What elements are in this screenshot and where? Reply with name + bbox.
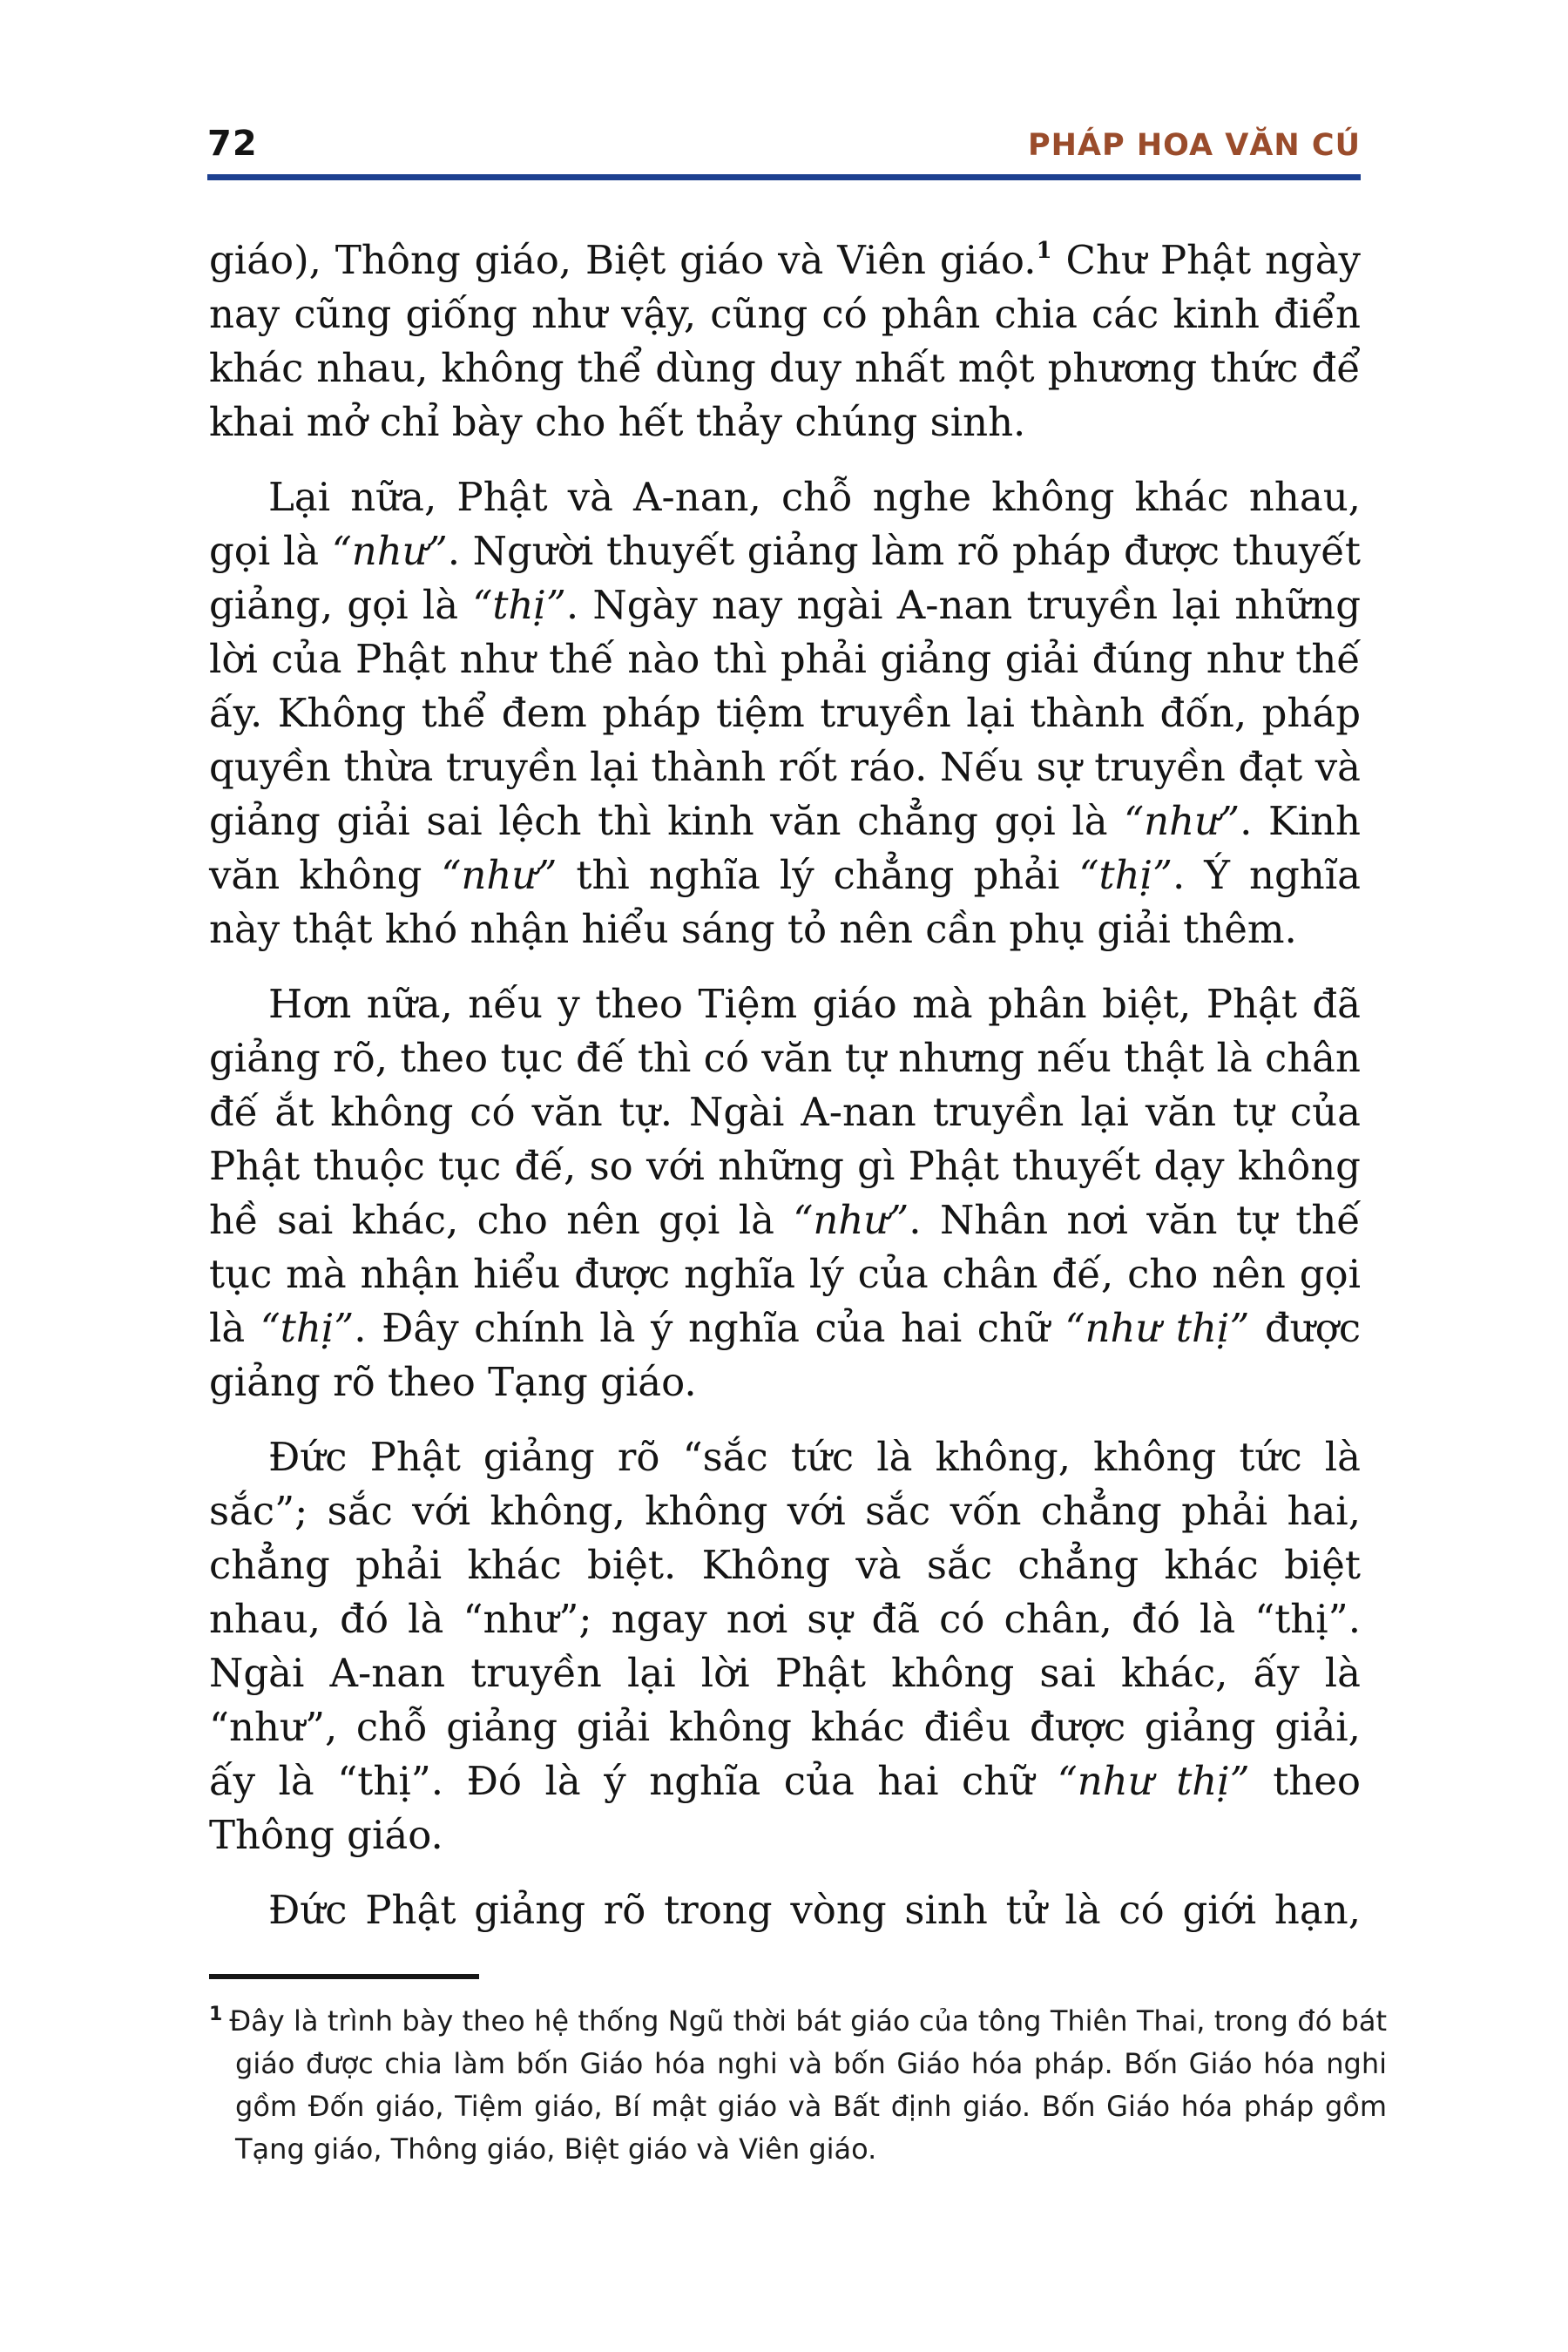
text-segment: Lại nữa, Phật và A-nan, chỗ nghe không khác nhau, gọi là	[209, 474, 1361, 574]
emphasized-term: “như”	[441, 852, 558, 898]
text-segment: . Đây chính là ý nghĩa của hai chữ	[354, 1305, 1065, 1351]
text-segment: giáo), Thông giáo, Biệt giáo và Viên giáo.	[209, 237, 1037, 283]
emphasized-term: “thị”	[1078, 852, 1173, 898]
text-segment: . Kinh văn không	[209, 798, 1361, 898]
text-segment: Đức Phật giảng rõ trong vòng sinh tử là có giới hạn,	[268, 1887, 1361, 1933]
text-segment: . Nhân nơi văn tự thế tục mà nhận hiểu được nghĩa lý của chân đế, cho nên gọi là	[209, 1197, 1361, 1351]
footnote-marker: 1	[209, 2004, 223, 2025]
paragraph	[209, 1883, 1361, 1937]
paragraph	[209, 977, 1361, 1409]
header-rule-divider	[207, 174, 1361, 180]
page-number: 72	[207, 124, 258, 164]
emphasized-term: “như thị”	[1064, 1305, 1250, 1351]
running-title: PHÁP HOA VĂN CÚ	[1027, 128, 1361, 163]
page-header	[207, 124, 1361, 164]
emphasized-term: “thị”	[260, 1305, 355, 1351]
emphasized-term: “thị”	[472, 582, 566, 628]
text-segment: . Ngày nay ngài A-nan truyền lại những lời của Phật như thế nào thì phải giảng giải đúng như thế ấy. Không thể đem pháp tiệm truyền lại thành đốn, pháp quyền thừa truyền lại thành rốt ráo. Nếu sự truyền đạt và giảng giải sai lệch thì kinh văn chẳng gọi là	[209, 582, 1361, 844]
footnote-separator	[209, 1974, 479, 1979]
text-segment: Hơn nữa, nếu y theo Tiệm giáo mà phân biệt, Phật đã giảng rõ, theo tục đế thì có văn tự nhưng nếu thật là chân đế ắt không có văn tự. Ngài A-nan truyền lại văn tự của Phật thuộc tục đế, so với những gì Phật thuyết dạy không hề sai khác, cho nên gọi là	[209, 981, 1361, 1243]
text-segment: . Người thuyết giảng làm rõ pháp được thuyết giảng, gọi là	[209, 528, 1361, 628]
text-segment: . Ý nghĩa này thật khó nhận hiểu sáng tỏ nên cần phụ giải thêm.	[209, 852, 1361, 952]
paragraph	[209, 470, 1361, 956]
emphasized-term: “như”	[1124, 798, 1240, 844]
body-paragraphs	[209, 233, 1361, 1958]
text-segment: Chư Phật ngày nay cũng giống như vậy, cũng có phân chia các kinh điển khác nhau, không thể dùng duy nhất một phương thức để khai mở chỉ bày cho hết thảy chúng sinh.	[209, 237, 1361, 445]
footnote-text: Đây là trình bày theo hệ thống Ngũ thời bát giáo của tông Thiên Thai, trong đó bát giáo được chia làm bốn Giáo hóa nghi và bốn Giáo hóa pháp. Bốn Giáo hóa nghi gồm Đốn giáo, Tiệm giáo, Bí mật giáo và Bất định giáo. Bốn Giáo hóa pháp gồm Tạng giáo, Thông giáo, Biệt giáo và Viên giáo.	[229, 2004, 1387, 2166]
emphasized-term: “như”	[793, 1197, 909, 1243]
text-segment: Đức Phật giảng rõ “sắc tức là không, không tức là sắc”; sắc với không, không với sắc vốn chẳng phải hai, chẳng phải khác biệt. Không và sắc chẳng khác biệt nhau, đó là “như”; ngay nơi sự đã có chân, đó là “thị”. Ngài A-nan truyền lại lời Phật không sai khác, ấy là “như”, chỗ giảng giải không khác điều được giảng giải, ấy là “thị”. Đó là ý nghĩa của hai chữ	[209, 1434, 1361, 1804]
emphasized-term: “như”	[331, 528, 448, 574]
footnote	[209, 2000, 1387, 2171]
text-segment: theo Thông giáo.	[209, 1758, 1362, 1858]
text-segment: thì nghĩa lý chẳng phải	[557, 852, 1079, 898]
paragraph	[209, 1430, 1361, 1862]
emphasized-term: “như thị”	[1057, 1758, 1250, 1804]
text-segment: được giảng rõ theo Tạng giáo.	[209, 1305, 1362, 1405]
footnote-reference: 1	[1036, 238, 1052, 264]
paragraph	[209, 233, 1361, 449]
